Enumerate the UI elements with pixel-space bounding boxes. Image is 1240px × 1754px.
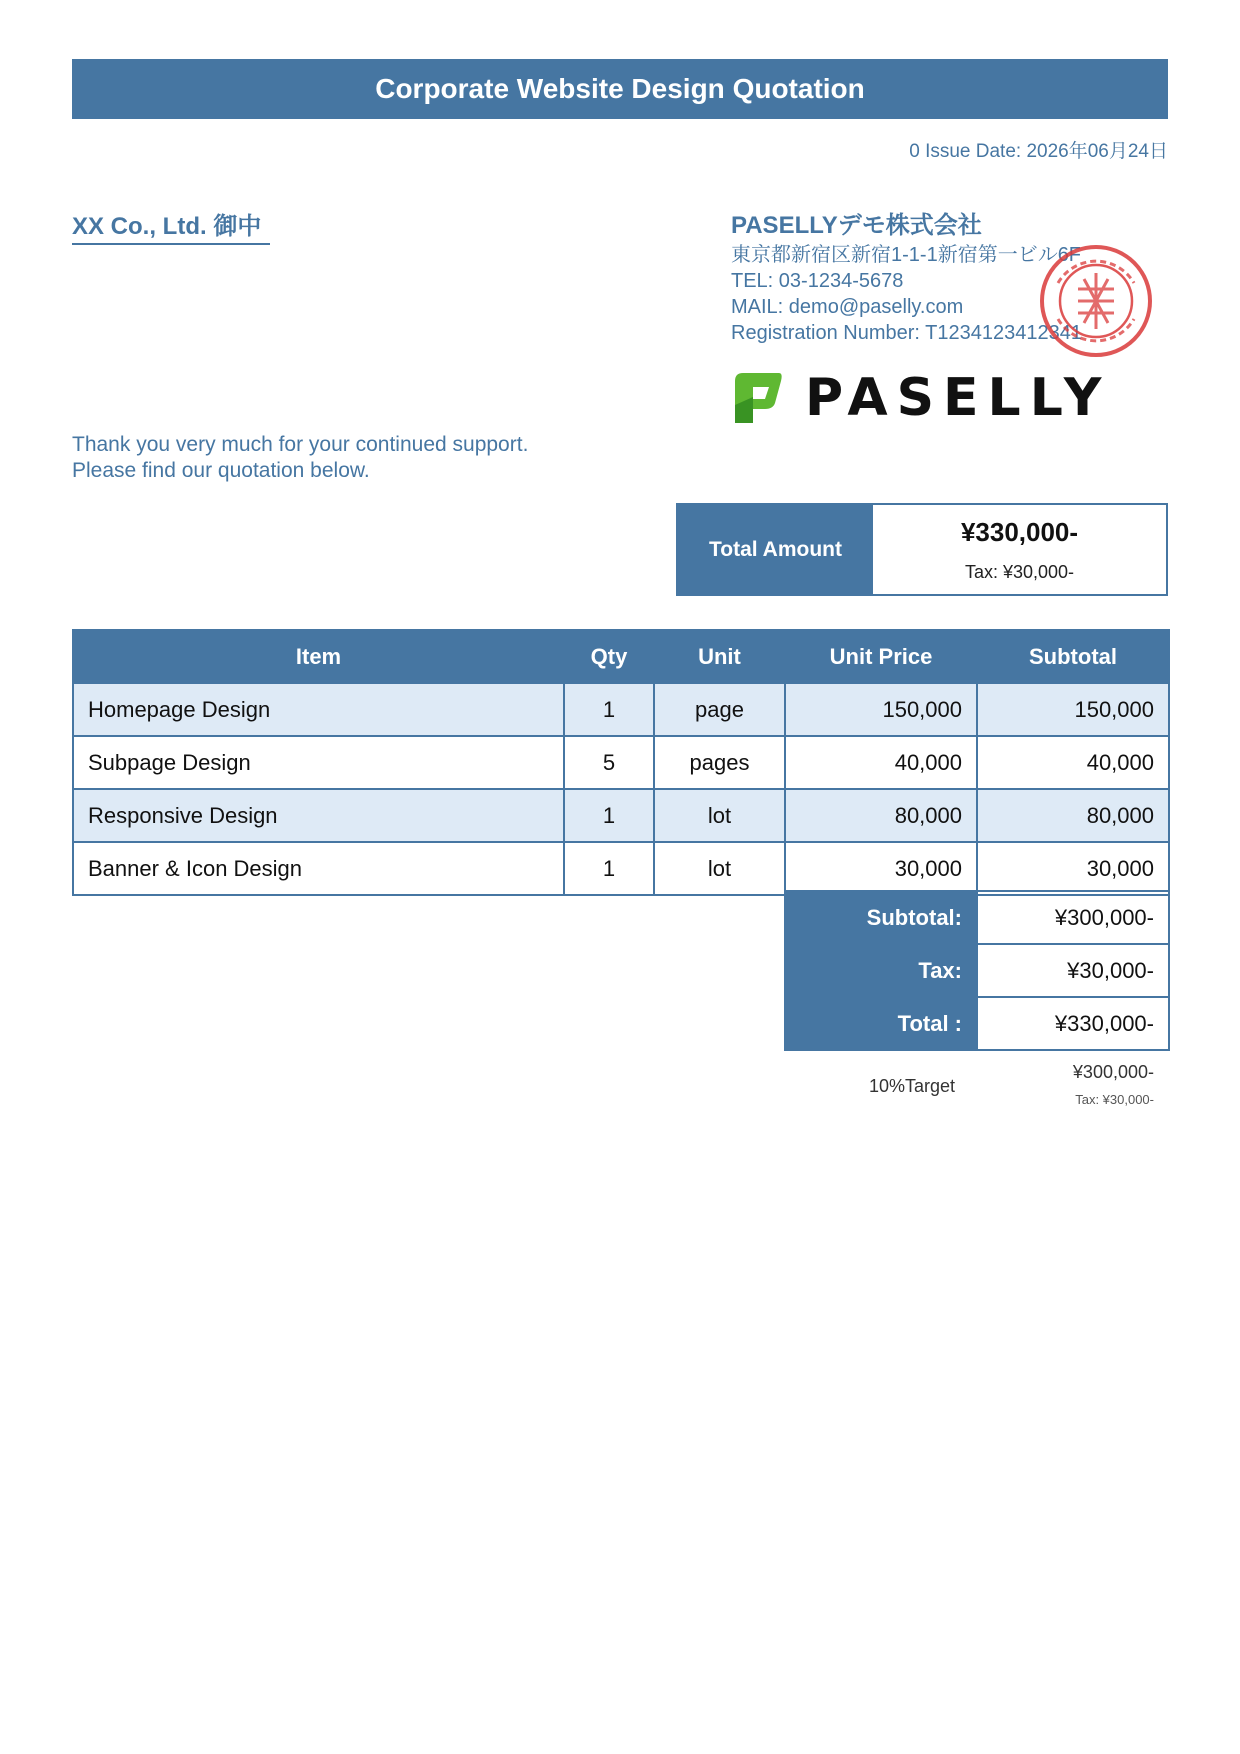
total-amount-value (873, 505, 1166, 594)
summary-tax-label: Tax: (785, 944, 977, 997)
paselly-logo-icon (731, 369, 785, 427)
total-amount-label: Total Amount (678, 505, 873, 594)
cell-item: Responsive Design (73, 789, 564, 842)
greeting-line-1: Thank you very much for your continued support. (72, 433, 529, 456)
tax-rate-label: 10%Target (869, 1076, 956, 1096)
cell-unit-price: 30,000 (785, 842, 977, 895)
summary-total-row (785, 997, 1169, 1050)
tax-breakdown (784, 1060, 1168, 1112)
header-unit-price: Unit Price (785, 630, 977, 683)
cell-unit: page (654, 683, 785, 736)
table-row (73, 683, 1169, 736)
company-seal-icon (1038, 243, 1154, 359)
cell-qty: 1 (564, 789, 654, 842)
line-items-table (72, 629, 1170, 896)
cell-unit-price: 40,000 (785, 736, 977, 789)
table-row (73, 736, 1169, 789)
issuer-tel: TEL: 03-1234-5678 (731, 270, 904, 292)
header-unit: Unit (654, 630, 785, 683)
header-subtotal: Subtotal (977, 630, 1169, 683)
summary-subtotal-label: Subtotal: (785, 891, 977, 944)
cell-unit-price: 150,000 (785, 683, 977, 736)
paselly-logo (731, 368, 1110, 428)
cell-item: Subpage Design (73, 736, 564, 789)
issuer-address: 東京都新宿区新宿1-1-1新宿第一ビル6F (731, 244, 1082, 266)
tax-breakdown-tax: Tax: ¥30,000- (1075, 1092, 1154, 1107)
issuer-mail: MAIL: demo@paselly.com (731, 296, 964, 318)
cell-qty: 1 (564, 842, 654, 895)
summary-tax-value: ¥30,000- (977, 944, 1169, 997)
cell-subtotal: 80,000 (977, 789, 1169, 842)
cell-qty: 5 (564, 736, 654, 789)
summary-total-value: ¥330,000- (977, 997, 1169, 1050)
cell-item: Homepage Design (73, 683, 564, 736)
issuer-block (731, 210, 1082, 346)
summary-table (784, 890, 1170, 1051)
cell-subtotal: 40,000 (977, 736, 1169, 789)
summary-subtotal-row (785, 891, 1169, 944)
cell-unit: pages (654, 736, 785, 789)
cell-qty: 1 (564, 683, 654, 736)
cell-unit-price: 80,000 (785, 789, 977, 842)
cell-item: Banner & Icon Design (73, 842, 564, 895)
header-qty: Qty (564, 630, 654, 683)
total-amount: ¥330,000- (960, 516, 1079, 547)
logo-wordmark: PASELLY (805, 368, 1111, 428)
cell-subtotal: 150,000 (977, 683, 1169, 736)
summary-subtotal-value: ¥300,000- (977, 891, 1169, 944)
table-row (73, 789, 1169, 842)
cell-subtotal: 30,000 (977, 842, 1169, 895)
summary-tax-row (785, 944, 1169, 997)
table-header-row (73, 630, 1169, 683)
issuer-name: PASELLYデモ株式会社 (731, 212, 982, 239)
header-item: Item (73, 630, 564, 683)
tax-base-amount: ¥300,000- (1072, 1062, 1154, 1082)
cell-unit: lot (654, 842, 785, 895)
greeting (72, 432, 528, 484)
issue-date: 0 Issue Date: 2026年06月24日 (909, 141, 1168, 162)
client-name: XX Co., Ltd. 御中 (72, 213, 270, 245)
total-amount-tax: Tax: ¥30,000- (964, 561, 1075, 582)
cell-unit: lot (654, 789, 785, 842)
greeting-line-2: Please find our quotation below. (72, 459, 370, 482)
table-row (73, 842, 1169, 895)
total-amount-box (676, 503, 1168, 596)
document-title: Corporate Website Design Quotation (72, 59, 1168, 119)
issuer-registration: Registration Number: T1234123412341 (731, 322, 1082, 344)
summary-total-label: Total : (785, 997, 977, 1050)
